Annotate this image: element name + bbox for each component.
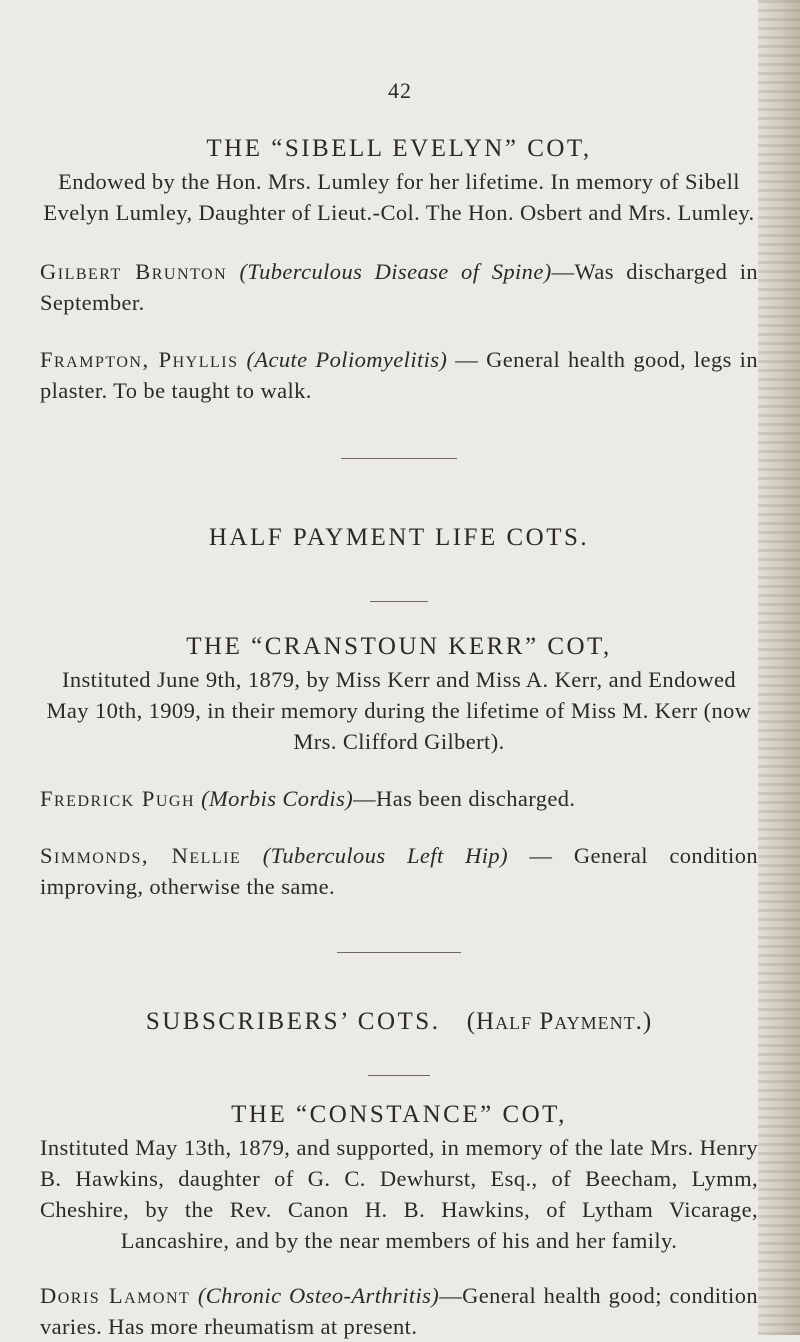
patient-condition: (Acute Poliomyelitis) (246, 347, 448, 372)
patient-condition: (Chronic Osteo-Arthritis) (197, 1283, 440, 1308)
section-heading-subscribers-cots (40, 1007, 758, 1037)
patient-entry (40, 840, 758, 902)
patient-entry (40, 256, 758, 318)
patient-note: —Was discharged in September. (40, 259, 758, 315)
page-edge-shadow (758, 0, 800, 1335)
page-number: 42 (388, 78, 412, 103)
patient-entry (40, 783, 758, 814)
patient-note: — General condition improving, otherwise the same. (40, 843, 758, 899)
patient-entry (40, 1280, 758, 1342)
patient-name: Gilbert Brunton (40, 259, 228, 284)
section-heading-sub: (Half Payment.) (466, 1008, 653, 1035)
patient-note: — General health good, legs in plaster. To be taught to walk. (40, 347, 758, 403)
patient-name: Fredrick Pugh (40, 786, 196, 811)
section-heading-half-payment: HALF PAYMENT LIFE COTS. (208, 524, 590, 551)
patient-condition: (Morbis Cordis) (201, 786, 354, 811)
patient-note: —Has been discharged. (353, 786, 576, 811)
cot-description-constance: Instituted May 13th, 1879, and supported, in memory of the late Mrs. Henry B. Hawkins, daughter of G. C. Dewhurst, Esq., of Beecham, Lymm, Cheshire, by the Rev. Canon H. B. Hawkins, of Lytham Vicarage, Lancashire, and by the near members of his and her family. (40, 1135, 758, 1253)
patient-entry (40, 344, 758, 406)
patient-name: Doris Lamont (40, 1283, 191, 1308)
patient-condition: (Tuberculous Disease of Spine) (239, 259, 552, 284)
page-content (40, 134, 758, 1342)
cot-title-sibell-evelyn: THE “SIBELL EVELYN” COT, (206, 135, 592, 162)
cot-description-cranstoun-kerr: Instituted June 9th, 1879, by Miss Kerr and Miss A. Kerr, and Endowed May 10th, 1909, in their memory during the lifetime of Miss M. Kerr (now Mrs. Clifford Gilbert). (46, 667, 752, 754)
patient-condition: (Tuberculous Left Hip) (262, 843, 508, 868)
patient-note: —General health good; condition varies. Has more rheumatism at present. (40, 1283, 758, 1339)
patient-name: Frampton, Phyllis (40, 347, 239, 372)
patient-name: Simmonds, Nellie (40, 843, 242, 868)
cot-description-sibell-evelyn: Endowed by the Hon. Mrs. Lumley for her lifetime. In memory of Sibell Evelyn Lumley, Daughter of Lieut.-Col. The Hon. Osbert and Mrs. Lumley. (43, 169, 755, 225)
section-heading-main: SUBSCRIBERS’ COTS. (145, 1008, 441, 1035)
cot-title-constance: THE “CONSTANCE” COT, (231, 1101, 567, 1128)
cot-title-cranstoun-kerr: THE “CRANSTOUN KERR” COT, (186, 633, 612, 660)
